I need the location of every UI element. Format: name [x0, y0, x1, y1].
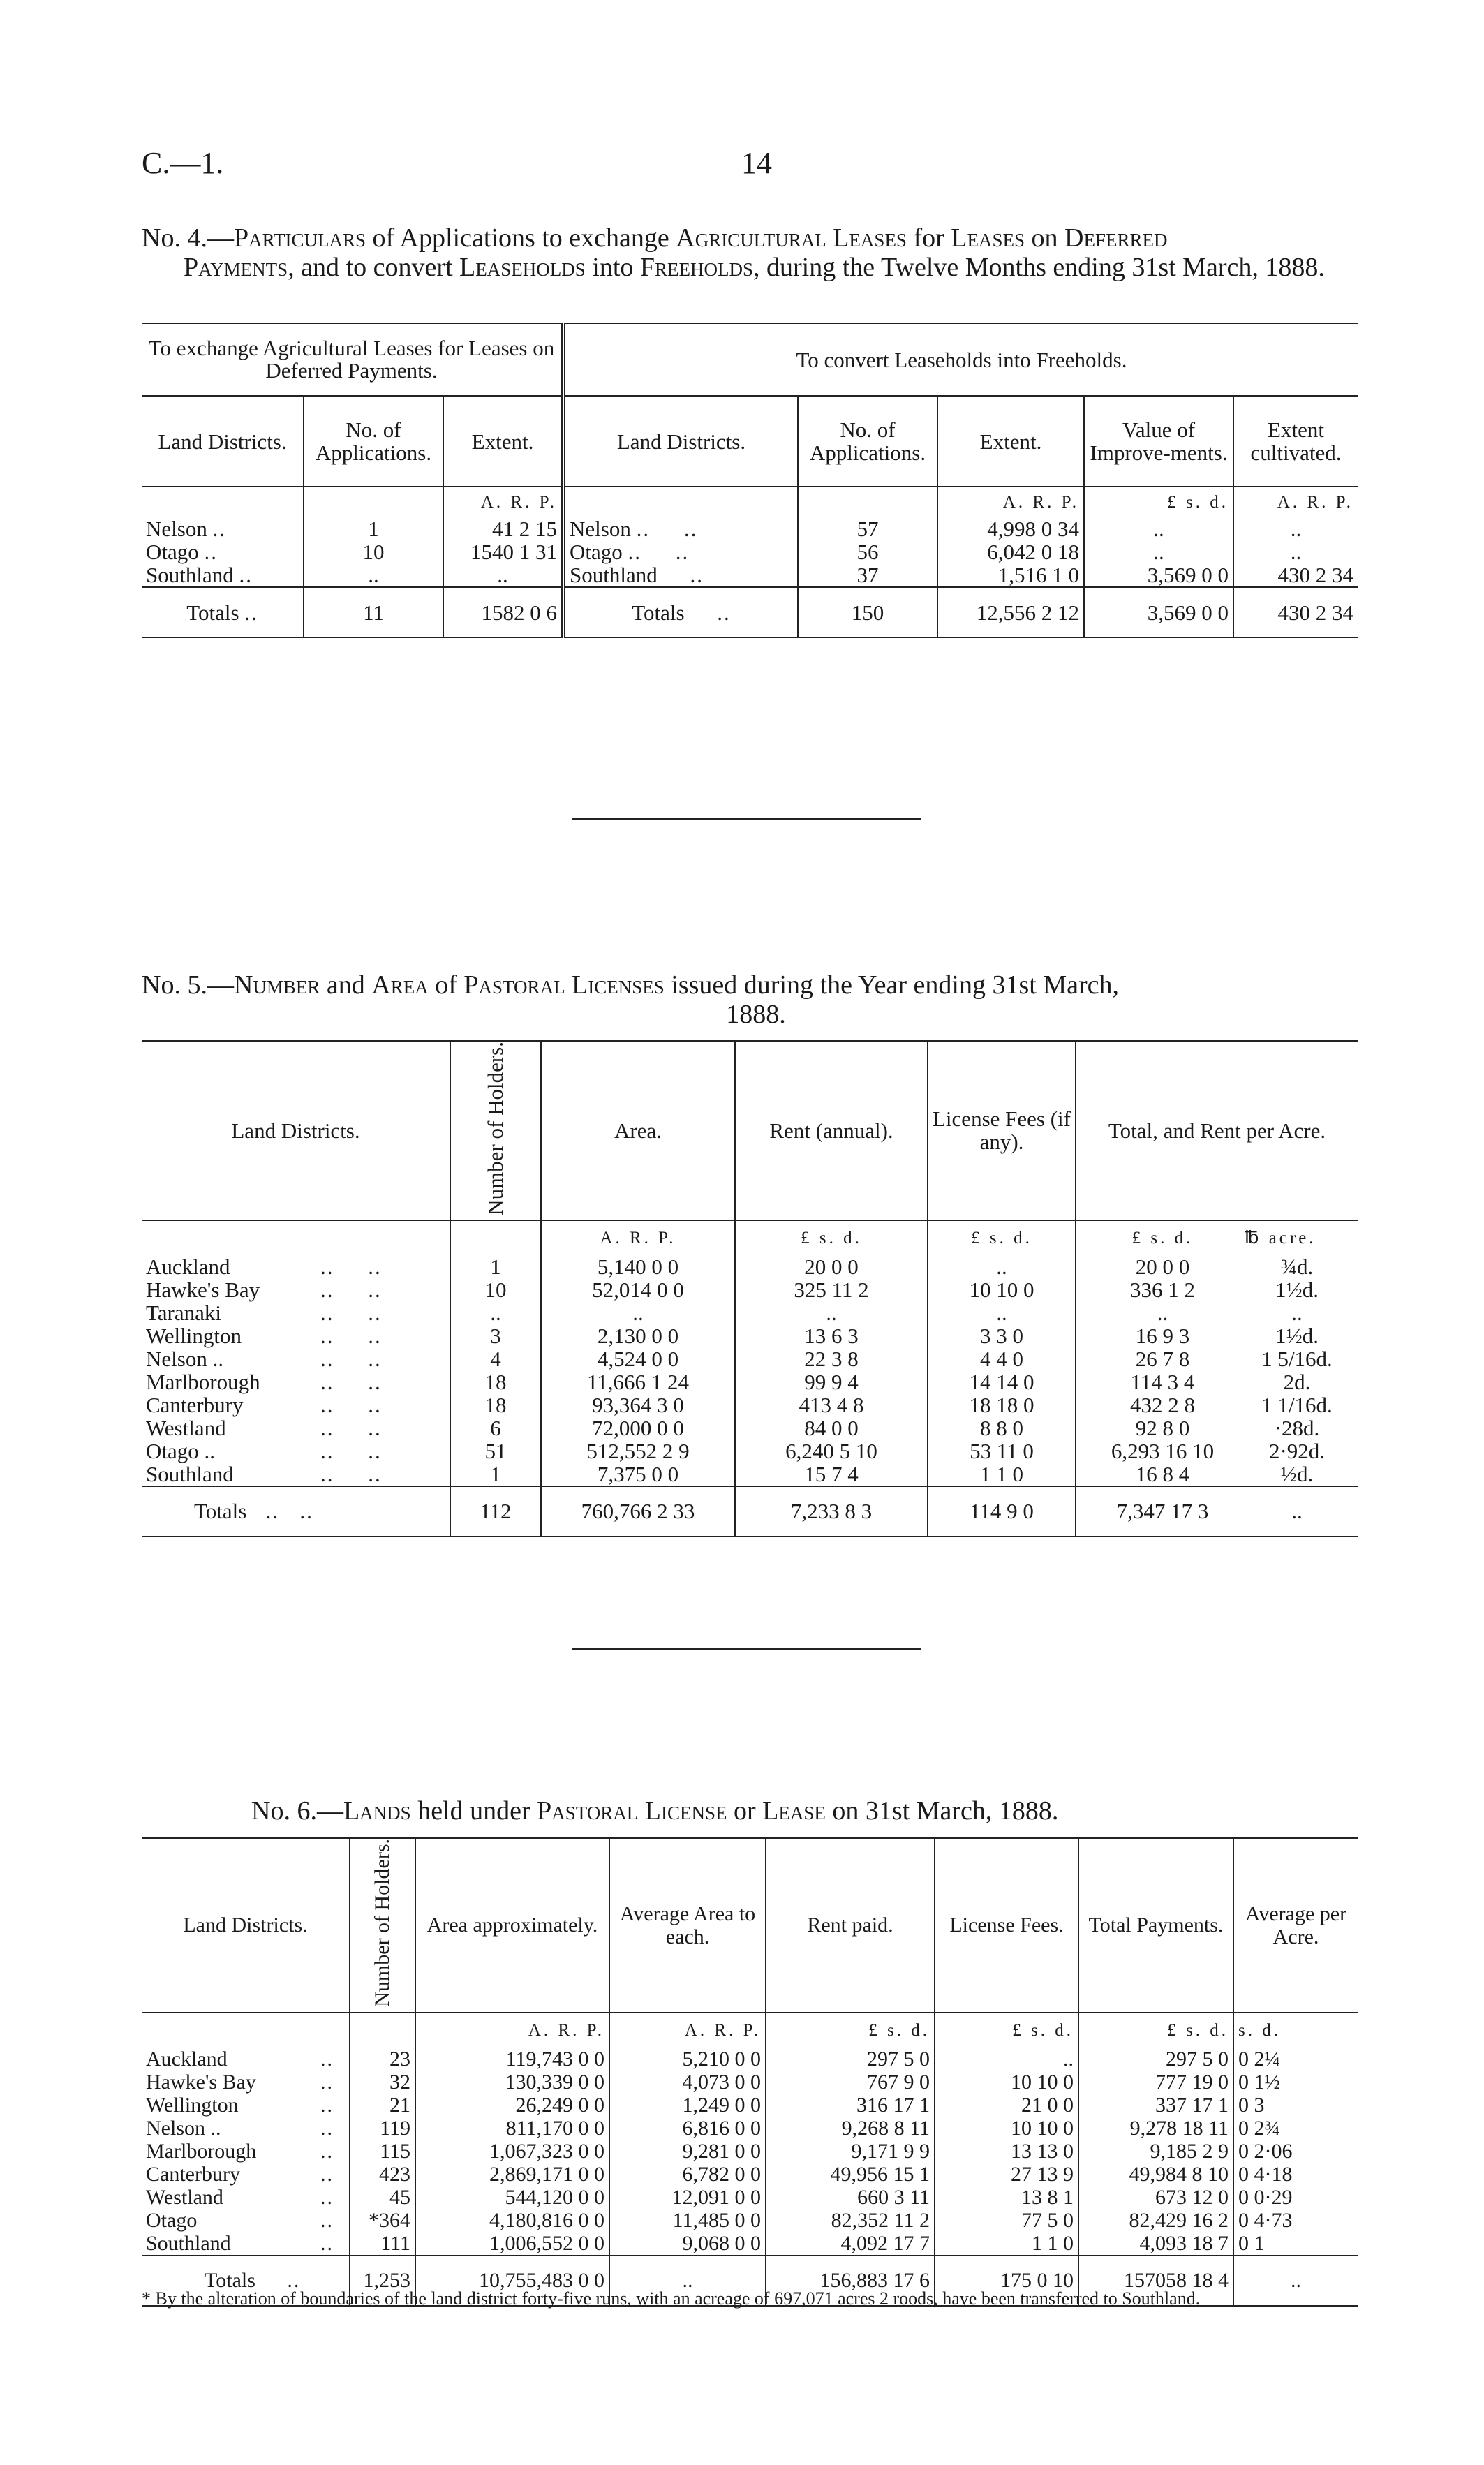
t6-col-fees: License Fees.: [935, 1838, 1078, 2013]
t4-units-extent: A. R. P.: [443, 487, 563, 517]
document-code: C.—1.: [142, 146, 224, 180]
t5-col-holders: Number of Holders.: [450, 1041, 541, 1220]
table-row: Otago .. *364 4,180,816 0 0 11,485 0 0 82,352 11 2 77 5 0 82,429 16 2 0 4·73: [142, 2209, 1358, 2232]
table-row: Westland .. .. 6 72,000 0 0 84 0 0 8 8 0 92 8 0 ·28d.: [142, 1416, 1358, 1439]
table-row: Nelson .. 1 41 2 15 Nelson .. .. 57 4,998 0 34 .. ..: [142, 517, 1358, 540]
table6: Land Districts. Number of Holders. Area approximately. Average Area to each. Rent paid. License Fees. Total Payments. Average per Acre. A. R. P. A. R. P. £ s. d. £ s. d. £ s. d. s. d. Auckland .. 23 119,743 0 0 5,210 0 0 297 5 0 .. 297 5 0 0 2¼ Hawke's Bay .. 32 130,339 0 0 4,073 0 0 767 9 0 10 10 0 777 19 0 0 1½ Wellington .. 21 26,249 0 0 1,249 0 0 316 17 1 21 0 0 337 17 1 0 3 Nelson .. .. 119 811,170 0 0 6,816 0 0 9,268 8 11 10 10 0 9,278 18 11 0 2¾ Marlborough .. 115 1,067,323 0 0 9,281 0 0 9,171 9 9 13 13 0 9,185 2 9 0 2·06 Canterbury .. 423 2,869,171 0 0 6,782 0 0 49,956 15 1 27 13 9 49,984 8 10 0 4·18 Westland .. 45 544,120 0 0 12,091 0 0 660 3 11 13 8 1 673 12 0 0 0·29 Otago .. *364 4,180,816 0 0 11,485 0 0 82,352 11 2 77 5 0 82,429 16 2 0 4·73 Southland .. 111 1,006,552 0 0 9,068 0 0 4,092 17 7 1 1 0 4,093 18 7 0 1 Totals .. 1,253 10,755,483 0 0 .. 156,883 17 6 175 0 10 157058 18 4 ..: [142, 1837, 1358, 2307]
table6-title: No. 6.—Lands held under Pastoral License or Lease on 31st March, 1888.: [251, 1796, 1059, 1826]
t5-col-land: Land Districts.: [231, 1118, 360, 1143]
footnote: * By the alteration of boundaries of the land district forty-five runs, with an acreage of 697,071 acres 2 roods, have been transferred to Southland.: [142, 2288, 1201, 2309]
table-row: Marlborough .. 115 1,067,323 0 0 9,281 0 0 9,171 9 9 13 13 0 9,185 2 9 0 2·06: [142, 2140, 1358, 2163]
table4: [142, 323, 1358, 638]
t6-col-total: Total Payments.: [1078, 1838, 1233, 2013]
table-row: Taranaki .. .. .. .. .. .. .. ..: [142, 1301, 1358, 1324]
t6-col-avg: Average Area to each.: [609, 1838, 766, 2013]
table-row: Southland .. 111 1,006,552 0 0 9,068 0 0 4,092 17 7 1 1 0 4,093 18 7 0 1: [142, 2232, 1358, 2256]
table-row: Wellington .. 21 26,249 0 0 1,249 0 0 316 17 1 21 0 0 337 17 1 0 3: [142, 2094, 1358, 2117]
t6-col-per: Average per Acre.: [1233, 1838, 1358, 2013]
section-divider: [572, 818, 921, 820]
t4-col-cult: Extent cultivated.: [1233, 396, 1358, 487]
t4-group-right: To convert Leaseholds into Freeholds.: [563, 323, 1358, 396]
table5-title: No. 5.—Number and Area of Pastoral Licenses issued during the Year ending 31st March, 1888.: [142, 970, 1119, 1029]
page-number: 14: [741, 146, 772, 180]
t4-col-no2: No. of Applications.: [798, 396, 937, 487]
t4-units-extent2: A. R. P.: [937, 487, 1084, 517]
t4-col-value: Value of Improve-ments.: [1084, 396, 1233, 487]
table-row: Auckland .. 23 119,743 0 0 5,210 0 0 297 5 0 .. 297 5 0 0 2¼: [142, 2048, 1358, 2071]
totals-row: Totals .. 1,253 10,755,483 0 0 .. 156,883 17 6 175 0 10 157058 18 4 ..: [142, 2256, 1358, 2306]
table-row: Auckland .. .. 1 5,140 0 0 20 0 0 .. 20 0 0 ¾d.: [142, 1255, 1358, 1278]
t6-col-rent: Rent paid.: [766, 1838, 935, 2013]
table4-title: No. 4.—Particulars of Applications to exchange Agricultural Leases for Leases on Deferred Payments, and to convert Leaseholds into Freeholds, during the Twelve Months ending 31st March, 1888.: [142, 223, 1325, 282]
t6-col-area: Area approximately.: [415, 1838, 609, 2013]
table-row: Otago .. .. .. 51 512,552 2 9 6,240 5 10 53 11 0 6,293 16 10 2·92d.: [142, 1439, 1358, 1463]
t5-col-area: Area.: [541, 1041, 735, 1220]
t4-col-land: Land Districts.: [158, 429, 287, 454]
table-row: Southland .. .. .. Southland .. 37 1,516 1 0 3,569 0 0 430 2 34: [142, 563, 1358, 587]
table-row: Southland .. .. 1 7,375 0 0 15 7 4 1 1 0 16 8 4 ½d.: [142, 1463, 1358, 1486]
t5-col-total: Total, and Rent per Acre.: [1076, 1041, 1358, 1220]
t4-col-extent2: Extent.: [937, 396, 1084, 487]
table-row: Hawke's Bay .. 32 130,339 0 0 4,073 0 0 767 9 0 10 10 0 777 19 0 0 1½: [142, 2071, 1358, 2094]
table-row: Nelson .. .. .. 4 4,524 0 0 22 3 8 4 4 0 26 7 8 1 5/16d.: [142, 1347, 1358, 1370]
t4-group-left: To exchange Agricultural Leases for Leases on Deferred Payments.: [142, 323, 563, 396]
t5-col-rent: Rent (annual).: [735, 1041, 928, 1220]
table5: Land Districts. Number of Holders. Area. Rent (annual). License Fees (if any). Total, and Rent per Acre. A. R. P. £ s. d. £ s. d. £ s. d. ℔ acre. Auckland .. .. 1 5,140 0 0 20 0 0 .. 20 0 0 ¾d. Hawke's Bay .. .. 10 52,014 0 0 325 11 2 10 10 0 336 1 2 1½d. Taranaki .. .. .. .. .. .. .. .. Wellington .. .. 3 2,130 0 0 13 6 3 3 3 0 16 9 3 1½d. Nelson .. .. .. 4 4,524 0 0 22 3 8 4 4 0 26 7 8 1 5/16d. Marlborough .. .. 18 11,666 1 24 99 9 4 14 14 0 114 3 4 2d. Canterbury .. .. 18 93,364 3 0 413 4 8 18 18 0 432 2 8 1 1/16d. Westland .. .. 6 72,000 0 0 84 0 0 8 8 0 92 8 0 ·28d. Otago .. .. .. 51 512,552 2 9 6,240 5 10 53 11 0 6,293 16 10 2·92d. Southland .. .. 1 7,375 0 0 15 7 4 1 1 0 16 8 4 ½d. Totals .. .. 112 760,766 2 33 7,233 8 3 114 9 0 7,347 17 3 ..: [142, 1040, 1358, 1537]
table-row: Marlborough .. .. 18 11,666 1 24 99 9 4 14 14 0 114 3 4 2d.: [142, 1370, 1358, 1393]
t4-units-value: £ s. d.: [1084, 487, 1233, 517]
table-row: Hawke's Bay .. .. 10 52,014 0 0 325 11 2 10 10 0 336 1 2 1½d.: [142, 1278, 1358, 1301]
table-row: Canterbury .. .. 18 93,364 3 0 413 4 8 18 18 0 432 2 8 1 1/16d.: [142, 1393, 1358, 1416]
t5-col-fees: License Fees (if any).: [928, 1041, 1076, 1220]
t4-units-cult: A. R. P.: [1233, 487, 1358, 517]
t6-col-land: Land Districts.: [183, 1913, 308, 1937]
table-row: Canterbury .. 423 2,869,171 0 0 6,782 0 0 49,956 15 1 27 13 9 49,984 8 10 0 4·18: [142, 2163, 1358, 2186]
totals-row: Totals .. .. 112 760,766 2 33 7,233 8 3 114 9 0 7,347 17 3 ..: [142, 1486, 1358, 1537]
t6-col-holders: Number of Holders.: [350, 1838, 415, 2013]
table-row: Westland .. 45 544,120 0 0 12,091 0 0 660 3 11 13 8 1 673 12 0 0 0·29: [142, 2186, 1358, 2209]
totals-row: Totals .. 11 1582 0 6 Totals .. 150 12,556 2 12 3,569 0 0 430 2 34: [142, 587, 1358, 637]
t4-col-land2: Land Districts.: [563, 396, 798, 487]
t4-col-extent: Extent.: [443, 396, 563, 487]
t4-col-no: No. of Applications.: [304, 396, 443, 487]
table-row: Nelson .. .. 119 811,170 0 0 6,816 0 0 9,268 8 11 10 10 0 9,278 18 11 0 2¾: [142, 2117, 1358, 2140]
section-divider: [572, 1648, 921, 1650]
table-row: Otago .. 10 1540 1 31 Otago .. .. 56 6,042 0 18 .. ..: [142, 540, 1358, 563]
table-row: Wellington .. .. 3 2,130 0 0 13 6 3 3 3 0 16 9 3 1½d.: [142, 1324, 1358, 1347]
